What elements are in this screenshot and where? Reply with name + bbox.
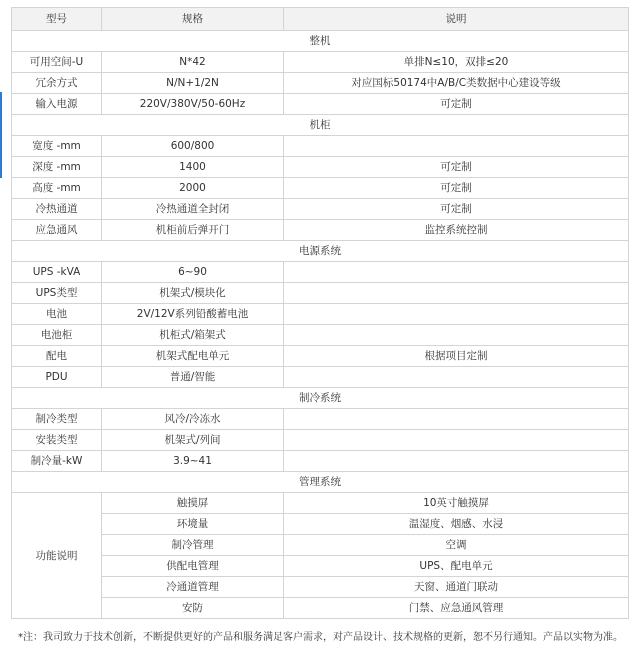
row-desc [284,367,629,388]
row-spec: 风冷/冷冻水 [102,409,284,430]
row-label: 制冷量-kW [12,451,102,472]
table-row [12,451,629,472]
table-row [12,304,629,325]
table-row [12,199,629,220]
row-spec: 3.9~41 [102,451,284,472]
row-spec: 1400 [102,157,284,178]
table-row [12,178,629,199]
table-row [12,598,629,619]
row-label: 制冷类型 [12,409,102,430]
row-desc: UPS、配电单元 [284,556,629,577]
table-row [12,409,629,430]
row-label: 深度 -mm [12,157,102,178]
row-spec: 2V/12V系列铅酸蓄电池 [102,304,284,325]
table-row [12,283,629,304]
management-label: 功能说明 [12,493,102,619]
row-spec: 机架式配电单元 [102,346,284,367]
row-label: 电池柜 [12,325,102,346]
table-row [12,430,629,451]
row-spec: 冷通道管理 [102,577,284,598]
section-row-whole [12,31,629,52]
table-row [12,577,629,598]
row-desc: 天窗、通道门联动 [284,577,629,598]
row-spec: 6~90 [102,262,284,283]
section-title: 制冷系统 [12,388,629,409]
table-row [12,535,629,556]
row-spec: 2000 [102,178,284,199]
row-desc: 根据项目定制 [284,346,629,367]
table-row [12,157,629,178]
table-row [12,367,629,388]
spec-table [11,7,629,619]
row-desc [284,283,629,304]
row-spec: 触摸屏 [102,493,284,514]
row-desc [284,430,629,451]
row-spec: 220V/380V/50-60Hz [102,94,284,115]
row-label: 应急通风 [12,220,102,241]
header-spec: 规格 [102,8,284,31]
table-row [12,325,629,346]
row-desc: 门禁、应急通风管理 [284,598,629,619]
row-label: 冗余方式 [12,73,102,94]
section-row-cabinet [12,115,629,136]
row-desc [284,325,629,346]
table-row [12,73,629,94]
row-label: 宽度 -mm [12,136,102,157]
section-row-cooling [12,388,629,409]
row-desc: 可定制 [284,94,629,115]
header-desc: 说明 [284,8,629,31]
table-row [12,94,629,115]
row-desc [284,451,629,472]
table-row [12,52,629,73]
row-label: UPS类型 [12,283,102,304]
table-row [12,220,629,241]
row-label: 高度 -mm [12,178,102,199]
row-desc: 10英寸触摸屏 [284,493,629,514]
row-spec: 制冷管理 [102,535,284,556]
row-label: 冷热通道 [12,199,102,220]
row-desc: 可定制 [284,199,629,220]
row-spec: 机柜前后弹开门 [102,220,284,241]
table-row [12,136,629,157]
row-label: 可用空间-U [12,52,102,73]
header-model: 型号 [12,8,102,31]
row-desc: 温湿度、烟感、水浸 [284,514,629,535]
row-spec: 安防 [102,598,284,619]
row-desc: 空调 [284,535,629,556]
row-spec: 环境量 [102,514,284,535]
row-label: 配电 [12,346,102,367]
row-spec: N/N+1/2N [102,73,284,94]
section-title: 整机 [12,31,629,52]
row-desc [284,136,629,157]
row-desc: 可定制 [284,178,629,199]
row-desc: 单排N≤10，双排≤20 [284,52,629,73]
row-spec: 冷热通道全封闭 [102,199,284,220]
row-spec: 机柜式/箱架式 [102,325,284,346]
row-desc: 可定制 [284,157,629,178]
row-desc: 监控系统控制 [284,220,629,241]
table-header-row [12,8,629,31]
row-desc [284,304,629,325]
table-row [12,262,629,283]
section-row-management [12,472,629,493]
row-label: PDU [12,367,102,388]
table-row [12,514,629,535]
section-title: 电源系统 [12,241,629,262]
row-label: UPS -kVA [12,262,102,283]
section-title: 机柜 [12,115,629,136]
section-title: 管理系统 [12,472,629,493]
row-spec: N*42 [102,52,284,73]
footnote: *注：我司致力于技术创新，不断提供更好的产品和服务满足客户需求，对产品设计、技术规格的更新，恕不另行通知。产品以实物为准。 [18,632,623,643]
row-label: 安装类型 [12,430,102,451]
row-desc: 对应国标50174中A/B/C类数据中心建设等级 [284,73,629,94]
section-row-power [12,241,629,262]
row-label: 输入电源 [12,94,102,115]
row-spec: 600/800 [102,136,284,157]
row-desc [284,262,629,283]
row-desc [284,409,629,430]
row-spec: 供配电管理 [102,556,284,577]
table-row [12,346,629,367]
left-accent-bar [0,92,2,178]
row-spec: 机架式/列间 [102,430,284,451]
table-row [12,556,629,577]
row-spec: 普通/智能 [102,367,284,388]
row-spec: 机架式/模块化 [102,283,284,304]
row-label: 电池 [12,304,102,325]
table-row [12,493,629,514]
